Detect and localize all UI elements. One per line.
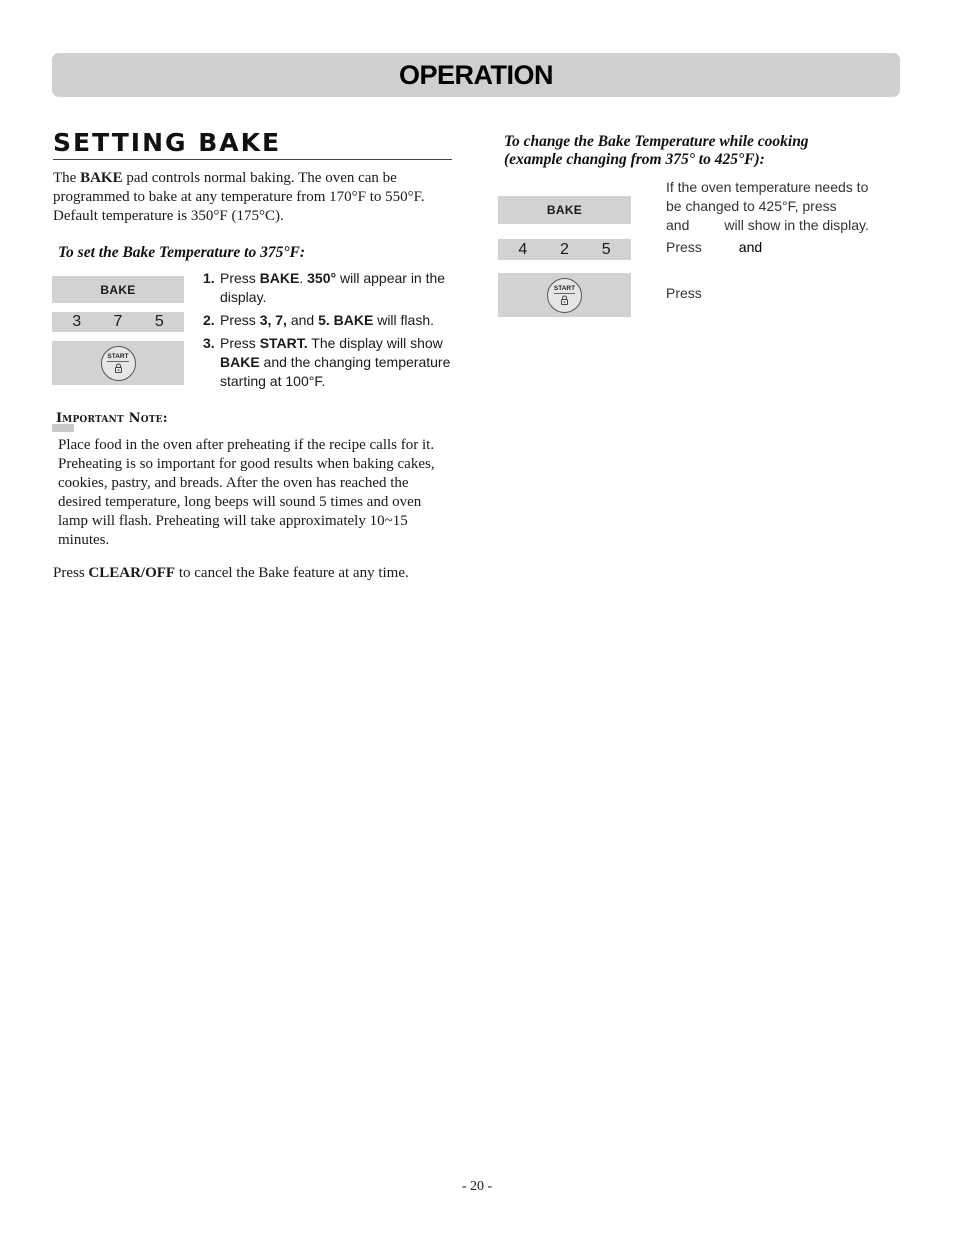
step-bold: BAKE xyxy=(220,354,260,370)
step-number: 2. xyxy=(203,312,215,328)
set-temp-heading: To set the Bake Temperature to 375°F: xyxy=(58,244,306,261)
step-text: will flash. xyxy=(373,312,434,328)
step-bold: 350° xyxy=(307,270,337,286)
lock-icon xyxy=(560,295,569,305)
text-fragment: and xyxy=(738,239,763,255)
section-banner xyxy=(52,53,900,97)
lock-icon xyxy=(114,363,123,373)
digit-pad[interactable]: 7 xyxy=(113,313,123,330)
cancel-post: to cancel the Bake feature at any time. xyxy=(175,565,409,581)
step-bold: 5. BAKE xyxy=(318,312,374,328)
change-temp-heading xyxy=(504,133,809,169)
change-temp-text-2 xyxy=(666,238,762,257)
step-text: and the changing temperature starting at 100°F. xyxy=(220,354,451,389)
set-temp-steps xyxy=(203,269,458,395)
start-button[interactable] xyxy=(101,346,136,381)
section-title: SETTING BAKE xyxy=(53,128,452,160)
step-number: 1. xyxy=(203,270,215,286)
start-pad xyxy=(498,273,631,317)
step-item xyxy=(203,269,458,307)
bake-pad[interactable] xyxy=(52,276,184,303)
step-item xyxy=(203,334,458,391)
bake-pad-label: BAKE xyxy=(100,282,136,297)
digit-pad[interactable]: 5 xyxy=(601,240,611,258)
bake-pad[interactable] xyxy=(498,196,631,224)
change-temp-text-3: Press xyxy=(666,285,702,301)
change-temp-heading-line1: To change the Bake Temperature while cooking xyxy=(504,133,809,150)
digit-pad[interactable]: 3 xyxy=(72,313,82,330)
digit-pads xyxy=(52,312,184,332)
step-text: Press xyxy=(220,312,260,328)
text-fragment: and xyxy=(666,217,690,233)
text-fragment: will show in the display. xyxy=(724,217,869,233)
digit-pad[interactable]: 5 xyxy=(154,313,164,330)
cancel-pre: Press xyxy=(53,565,89,581)
intro-post: pad controls normal baking. The oven can be programmed to bake at any temperature from 170°F to 550°F. Default temperature is 350°F (175°C). xyxy=(53,170,425,224)
start-button[interactable] xyxy=(547,278,582,313)
step-bold: BAKE xyxy=(259,270,300,286)
banner-title: OPERATION xyxy=(398,59,553,90)
digit-pad[interactable]: 2 xyxy=(560,240,569,258)
step-text: Press xyxy=(220,335,260,351)
text-line: be changed to 425°F, press xyxy=(666,198,837,214)
step-item xyxy=(203,311,458,330)
digit-pad[interactable]: 4 xyxy=(518,240,528,258)
step-bold: START. xyxy=(259,335,308,351)
text-line xyxy=(666,216,869,235)
step-bold: 3, 7, xyxy=(259,312,287,328)
intro-bold: BAKE xyxy=(80,170,123,186)
step-text: and xyxy=(286,312,319,328)
start-label: START xyxy=(107,353,129,360)
step-text: The display will show xyxy=(307,335,443,351)
start-pad xyxy=(52,341,184,385)
start-label: START xyxy=(553,285,576,292)
step-text: will appear in the display. xyxy=(220,270,446,305)
step-text: . xyxy=(299,270,308,286)
intro-pre: The xyxy=(53,170,81,186)
important-note-heading: Important Note: xyxy=(56,411,168,426)
change-temp-text-1 xyxy=(666,178,869,235)
page-number: - 20 - xyxy=(461,1179,493,1194)
bake-pad-label: BAKE xyxy=(546,203,583,217)
step-number: 3. xyxy=(203,335,215,351)
step-text: Press xyxy=(220,270,260,286)
text-line: If the oven temperature needs to xyxy=(666,179,869,195)
cancel-bold: CLEAR/OFF xyxy=(88,565,176,581)
cancel-instruction xyxy=(53,564,453,583)
text-fragment: Press xyxy=(666,239,702,255)
change-temp-heading-line2: (example changing from 375° to 425°F): xyxy=(504,151,765,168)
intro-paragraph xyxy=(53,169,453,226)
digit-pads xyxy=(498,239,631,260)
important-note-body: Place food in the oven after preheating if the recipe calls for it. Preheating is so important for good results when baking cakes, cookies, pastry, and breads. After the oven has reached the desired temperature, long beeps will sound 5 times and oven lamp will flash. Preheating will take approximately 10~15 minutes. xyxy=(58,437,435,548)
